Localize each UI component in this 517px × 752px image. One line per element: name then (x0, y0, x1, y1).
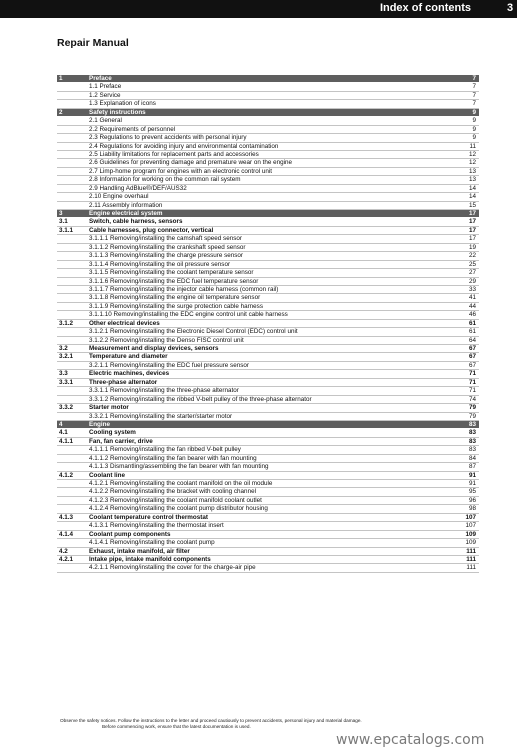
toc-entry-title: 3.3.1.2 Removing/installing the ribbed V-belt pulley of the three-phase alternator (89, 395, 312, 403)
toc-page-number: 7 (472, 75, 476, 82)
toc-item-row[interactable] (57, 564, 479, 572)
toc-number: 4.2 (59, 547, 68, 555)
toc-page-number: 83 (468, 437, 476, 445)
toc-entry-title: Preface (89, 75, 112, 82)
toc-item-row[interactable] (57, 294, 479, 302)
toc-item-row[interactable] (57, 100, 479, 108)
toc-item-row[interactable] (57, 480, 479, 488)
toc-number: 4.1.3 (59, 513, 74, 521)
toc-entry-title: Fan, fan carrier, drive (89, 437, 153, 445)
toc-page-number: 96 (468, 496, 476, 504)
toc-item-row[interactable] (57, 278, 479, 286)
toc-page-number: 14 (468, 184, 476, 192)
toc-number: 4.1 (59, 429, 68, 437)
toc-page-number: 98 (468, 505, 476, 513)
toc-entry-title: 4.1.1.1 Removing/installing the fan ribbed V-belt pulley (89, 446, 241, 454)
toc-number: 4.1.1 (59, 437, 74, 445)
toc-item-row[interactable] (57, 446, 479, 454)
toc-entry-title: Cooling system (89, 429, 136, 437)
toc-section-row[interactable] (57, 353, 479, 361)
toc-number: 3.3.2 (59, 404, 74, 412)
table-of-contents (57, 75, 479, 573)
toc-item-row[interactable] (57, 396, 479, 404)
toc-entry-title: 4.1.2.2 Removing/installing the bracket with cooling channel (89, 488, 256, 496)
safety-footer (60, 718, 480, 730)
toc-entry-title: 3.1.1.5 Removing/installing the coolant temperature sensor (89, 269, 254, 277)
footer-line-1: Observe the safety notices. Follow the instructions to the letter and proceed cautiously to prevent accidents, personal injury and material damage. (60, 718, 362, 723)
toc-entry-title: Coolant pump components (89, 530, 171, 538)
toc-section-row[interactable] (57, 320, 479, 328)
toc-page-number: 107 (465, 513, 476, 521)
toc-chapter-row[interactable] (57, 421, 479, 429)
toc-page-number: 12 (468, 159, 476, 167)
toc-page-number: 67 (468, 361, 476, 369)
toc-entry-title: 2.2 Requirements of personnel (89, 125, 176, 133)
toc-entry-title: 3.3.1.1 Removing/installing the three-phase alternator (89, 387, 239, 395)
toc-page-number: 87 (468, 463, 476, 471)
toc-page-number: 13 (468, 167, 476, 175)
toc-page-number: 79 (468, 412, 476, 420)
toc-item-row[interactable] (57, 185, 479, 193)
toc-page-number: 15 (468, 201, 476, 209)
toc-page-number: 83 (468, 446, 476, 454)
toc-number: 3.3.1 (59, 378, 74, 386)
toc-number: 3 (59, 210, 63, 217)
toc-section-row[interactable] (57, 429, 479, 437)
toc-item-row[interactable] (57, 261, 479, 269)
toc-item-row[interactable] (57, 463, 479, 471)
toc-section-row[interactable] (57, 379, 479, 387)
toc-item-row[interactable] (57, 539, 479, 547)
toc-page-number: 74 (468, 395, 476, 403)
toc-page-number: 111 (466, 547, 476, 555)
toc-item-row[interactable] (57, 117, 479, 125)
toc-chapter-row[interactable] (57, 75, 479, 83)
toc-page-number: 61 (468, 319, 476, 327)
toc-page-number: 7 (472, 83, 476, 91)
toc-item-row[interactable] (57, 362, 479, 370)
toc-page-number: 9 (472, 117, 476, 125)
toc-number: 1 (59, 75, 63, 82)
toc-entry-title: 3.1.2.2 Removing/installing the Denso FISC control unit (89, 336, 244, 344)
toc-item-row[interactable] (57, 193, 479, 201)
toc-item-row[interactable] (57, 252, 479, 260)
toc-entry-title: 1.2 Service (89, 91, 121, 99)
toc-page-number: 14 (468, 193, 476, 201)
toc-page-number: 67 (468, 345, 476, 352)
toc-entry-title: 1.3 Explanation of icons (89, 100, 156, 108)
toc-entry-title: Coolant line (89, 471, 126, 479)
toc-entry-title: 2.7 Limp-home program for engines with an electronic control unit (89, 167, 273, 175)
toc-page-number: 17 (468, 218, 476, 226)
toc-item-row[interactable] (57, 235, 479, 243)
toc-entry-title: Electric machines, devices (89, 370, 170, 378)
toc-item-row[interactable] (57, 269, 479, 277)
toc-item-row[interactable] (57, 522, 479, 530)
toc-entry-title: 2.1 General (89, 117, 122, 125)
toc-item-row[interactable] (57, 92, 479, 100)
toc-section-row[interactable] (57, 227, 479, 235)
toc-item-row[interactable] (57, 286, 479, 294)
toc-page-number: 91 (468, 471, 476, 479)
toc-entry-title: 2.3 Regulations to prevent accidents with personal injury (89, 134, 247, 142)
toc-entry-title: 4.1.4.1 Removing/installing the coolant pump (89, 539, 215, 547)
header-title: Index of contents (379, 2, 471, 14)
toc-page-number: 7 (472, 100, 476, 108)
watermark: www.epcatalogs.com (336, 732, 485, 748)
toc-item-row[interactable] (57, 202, 479, 210)
toc-item-row[interactable] (57, 497, 479, 505)
toc-entry-title: 3.1.1.8 Removing/installing the engine oil temperature sensor (89, 294, 261, 302)
toc-section-row[interactable] (57, 404, 479, 412)
toc-page-number: 9 (472, 134, 476, 142)
toc-page-number: 12 (468, 150, 476, 158)
toc-entry-title: 3.1.1.3 Removing/installing the charge pressure sensor (89, 252, 244, 260)
toc-item-row[interactable] (57, 303, 479, 311)
footer-line-2: Before commencing work, ensure that the latest documentation is used. (102, 724, 251, 729)
toc-entry-title: 4.1.1.3 Dismantling/assembling the fan bearer with fan mounting (89, 463, 269, 471)
toc-entry-title: 2.5 Liability limitations for replacement parts and accessories (89, 150, 259, 158)
toc-number: 3.2.1 (59, 353, 74, 361)
toc-page-number: 83 (468, 429, 476, 437)
toc-page-number: 64 (468, 336, 476, 344)
toc-page-number: 9 (472, 108, 476, 116)
toc-item-row[interactable] (57, 83, 479, 91)
toc-entry-title: Safety instructions (89, 108, 146, 116)
toc-section-row[interactable] (57, 548, 479, 556)
toc-page-number: 84 (468, 454, 476, 462)
toc-section-row[interactable] (57, 472, 479, 480)
toc-section-row[interactable] (57, 218, 479, 226)
toc-number: 4.2.1 (59, 555, 74, 563)
toc-entry-title: 4.1.1.2 Removing/installing the fan bearer with fan mounting (89, 454, 257, 462)
toc-page-number: 7 (472, 91, 476, 99)
toc-number: 3.2 (59, 345, 68, 352)
toc-entry-title: 2.10 Engine overhaul (89, 193, 149, 201)
toc-entry-title: Intake pipe, intake manifold components (89, 555, 211, 563)
toc-page-number: 46 (468, 311, 476, 319)
toc-item-row[interactable] (57, 455, 479, 463)
toc-page-number: 17 (468, 235, 476, 243)
toc-page-number: 91 (468, 480, 476, 487)
toc-page-number: 71 (468, 387, 476, 395)
toc-item-row[interactable] (57, 337, 479, 345)
toc-page-number: 13 (468, 176, 476, 184)
toc-item-row[interactable] (57, 143, 479, 151)
toc-page-number: 17 (468, 210, 476, 217)
toc-page-number: 41 (468, 294, 476, 302)
toc-page-number: 109 (465, 530, 476, 538)
toc-page-number: 25 (468, 260, 476, 268)
document-title: Repair Manual (57, 37, 129, 49)
toc-page-number: 17 (468, 226, 476, 234)
toc-page-number: 109 (465, 539, 476, 547)
toc-entry-title: 3.3.2.1 Removing/installing the starter/starter motor (89, 412, 233, 420)
toc-entry-title: Coolant temperature control thermostat (89, 513, 208, 521)
toc-item-row[interactable] (57, 387, 479, 395)
toc-page-number: 111 (466, 555, 476, 563)
toc-page-number: 9 (472, 125, 476, 133)
toc-entry-title: Engine electrical system (89, 210, 163, 217)
toc-page-number: 11 (469, 142, 476, 150)
toc-entry-title: Starter motor (89, 404, 129, 412)
toc-entry-title: 3.1.1.6 Removing/installing the EDC fuel temperature sensor (89, 277, 259, 285)
toc-entry-title: 3.1.1.4 Removing/installing the oil pressure sensor (89, 260, 231, 268)
toc-number: 3.1.1 (59, 226, 74, 234)
toc-entry-title: 4.1.3.1 Removing/installing the thermostat insert (89, 522, 224, 530)
toc-item-row[interactable] (57, 488, 479, 496)
toc-number: 4.1.2 (59, 471, 74, 479)
toc-section-row[interactable] (57, 514, 479, 522)
toc-item-row[interactable] (57, 244, 479, 252)
toc-number: 2 (59, 108, 63, 116)
toc-page-number: 71 (468, 378, 476, 386)
toc-entry-title: 4.1.2.4 Removing/installing the coolant pump distributor housing (89, 505, 268, 513)
toc-section-row[interactable] (57, 556, 479, 564)
toc-item-row[interactable] (57, 413, 479, 421)
toc-page-number: 27 (468, 269, 476, 277)
toc-page-number: 29 (468, 277, 476, 285)
toc-entry-title: 1.1 Preface (89, 83, 122, 91)
header-bar (0, 0, 517, 18)
toc-entry-title: Other electrical devices (89, 319, 160, 327)
toc-entry-title: 2.11 Assembly information (89, 201, 163, 209)
toc-entry-title: 3.1.1.10 Removing/installing the EDC engine control unit cable harness (89, 311, 288, 319)
toc-item-row[interactable] (57, 159, 479, 167)
toc-section-row[interactable] (57, 438, 479, 446)
toc-entry-title: 3.1.1.1 Removing/installing the camshaft speed sensor (89, 235, 242, 243)
toc-section-row[interactable] (57, 345, 479, 353)
toc-item-row[interactable] (57, 134, 479, 142)
toc-entry-title: Engine (89, 420, 110, 428)
toc-entry-title: 2.8 Information for working on the common rail system (89, 176, 241, 184)
toc-chapter-row[interactable] (57, 109, 479, 117)
toc-entry-title: Cable harnesses, plug connector, vertical (89, 226, 214, 234)
toc-entry-title: 3.1.1.7 Removing/installing the injector cable harness (common rail) (89, 285, 279, 293)
toc-entry-title: 4.2.1.1 Removing/installing the cover for the charge-air pipe (89, 564, 256, 572)
toc-chapter-row[interactable] (57, 210, 479, 218)
toc-page-number: 33 (468, 285, 476, 293)
toc-page-number: 111 (466, 564, 476, 572)
toc-item-row[interactable] (57, 126, 479, 134)
toc-entry-title: 2.4 Regulations for avoiding injury and environmental contamination (89, 142, 279, 150)
toc-page-number: 79 (468, 404, 476, 412)
toc-entry-title: Temperature and diameter (89, 353, 168, 361)
toc-page-number: 61 (468, 328, 476, 336)
toc-entry-title: 2.9 Handling AdBlue®/DEF/AUS32 (89, 184, 187, 192)
toc-item-row[interactable] (57, 505, 479, 513)
toc-entry-title: 3.1.2.1 Removing/installing the Electronic Diesel Control (EDC) control unit (89, 328, 298, 336)
toc-item-row[interactable] (57, 311, 479, 319)
toc-page-number: 19 (468, 243, 476, 251)
toc-entry-title: Exhaust, intake manifold, air filter (89, 547, 190, 555)
toc-section-row[interactable] (57, 370, 479, 378)
toc-page-number: 71 (468, 370, 476, 378)
toc-number: 3.1.2 (59, 319, 74, 327)
toc-entry-title: 4.1.2.3 Removing/installing the coolant manifold coolant outlet (89, 496, 262, 504)
toc-number: 4 (59, 420, 63, 428)
toc-entry-title: 3.1.1.2 Removing/installing the crankshaft speed sensor (89, 243, 246, 251)
toc-entry-title: 3.1.1.9 Removing/installing the surge protection cable harness (89, 302, 263, 310)
toc-item-row[interactable] (57, 151, 479, 159)
toc-number: 3.1 (59, 218, 68, 226)
toc-page-number: 107 (465, 522, 476, 530)
toc-page-number: 67 (468, 353, 476, 361)
toc-page-number: 95 (468, 488, 476, 496)
toc-page-number: 83 (468, 420, 476, 428)
page-number: 3 (507, 2, 514, 14)
toc-item-row[interactable] (57, 168, 479, 176)
toc-entry-title: Three-phase alternator (89, 378, 158, 386)
toc-number: 4.1.4 (59, 530, 74, 538)
toc-entry-title: Switch, cable harness, sensors (89, 218, 183, 226)
toc-item-row[interactable] (57, 176, 479, 184)
toc-page-number: 22 (468, 252, 476, 260)
toc-entry-title: 4.1.2.1 Removing/installing the coolant manifold on the oil module (89, 480, 273, 487)
toc-entry-title: Measurement and display devices, sensors (89, 345, 219, 352)
toc-entry-title: 3.2.1.1 Removing/installing the EDC fuel pressure sensor (89, 361, 249, 369)
toc-item-row[interactable] (57, 328, 479, 336)
toc-entry-title: 2.6 Guidelines for preventing damage and premature wear on the engine (89, 159, 293, 167)
toc-section-row[interactable] (57, 531, 479, 539)
toc-number: 3.3 (59, 370, 68, 378)
toc-page-number: 44 (468, 302, 476, 310)
